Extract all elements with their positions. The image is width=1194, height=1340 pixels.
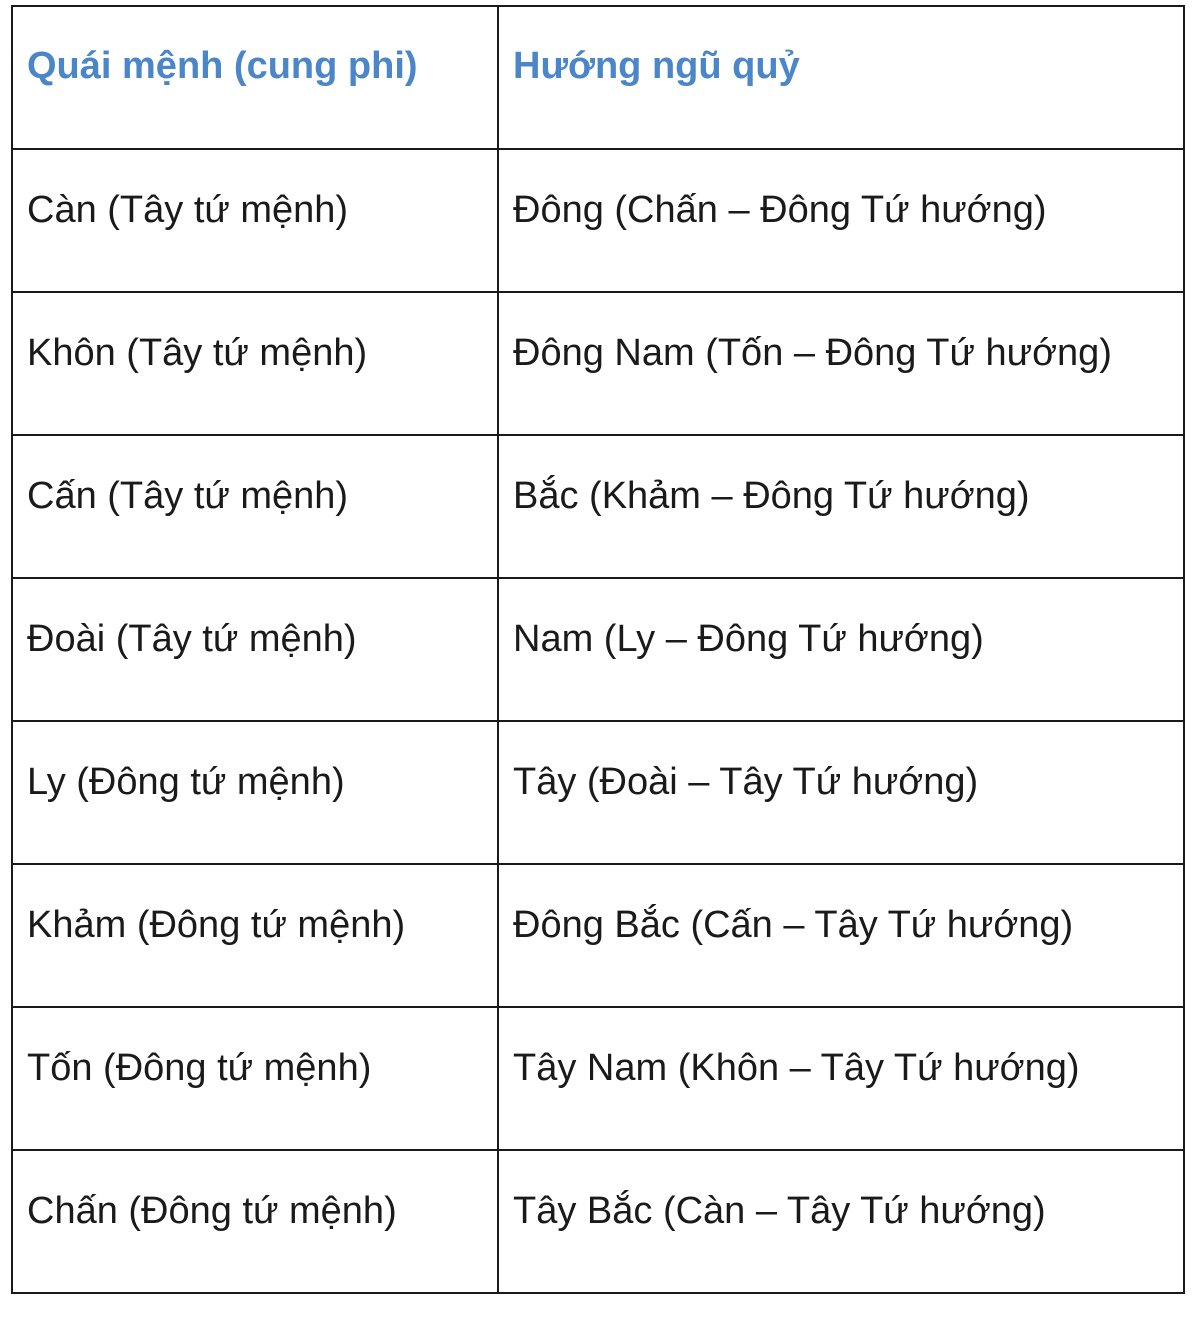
table-header-row: [12, 6, 1184, 149]
cell-text: Nam (Ly – Đông Tứ hướng): [513, 617, 984, 660]
table-cell: [12, 578, 498, 721]
table-cell: [498, 864, 1184, 1007]
cell-text: Đông (Chấn – Đông Tứ hướng): [513, 188, 1047, 231]
table-row: [12, 1150, 1184, 1293]
header-cell-huong-ngu-quy: Hướng ngũ quỷ: [498, 6, 1184, 149]
table-row: [12, 149, 1184, 292]
cell-text: Đông Nam (Tốn – Đông Tứ hướng): [513, 331, 1112, 374]
cell-text: Ly (Đông tứ mệnh): [27, 760, 345, 803]
table-cell: [12, 1007, 498, 1150]
table-cell: [12, 1150, 498, 1293]
table-cell: [12, 721, 498, 864]
table-row: [12, 578, 1184, 721]
cell-text: Khôn (Tây tứ mệnh): [27, 331, 368, 374]
table-row: [12, 864, 1184, 1007]
table-cell: [498, 1007, 1184, 1150]
table-cell: [12, 292, 498, 435]
table-cell: [12, 864, 498, 1007]
feng-shui-table: [11, 5, 1185, 1294]
cell-text: Tốn (Đông tứ mệnh): [27, 1046, 372, 1089]
table-row: [12, 721, 1184, 864]
table-cell: [12, 435, 498, 578]
table-cell: [498, 292, 1184, 435]
table-row: [12, 435, 1184, 578]
cell-text: Tây Nam (Khôn – Tây Tứ hướng): [513, 1046, 1080, 1089]
table-cell: [12, 149, 498, 292]
table-row: [12, 292, 1184, 435]
cell-text: Càn (Tây tứ mệnh): [27, 188, 349, 231]
cell-text: Chấn (Đông tứ mệnh): [27, 1189, 397, 1232]
table-cell: [498, 435, 1184, 578]
cell-text: Đông Bắc (Cấn – Tây Tứ hướng): [513, 903, 1074, 946]
table-cell: [498, 1150, 1184, 1293]
cell-text: Tây Bắc (Càn – Tây Tứ hướng): [513, 1189, 1046, 1232]
table-cell: [498, 578, 1184, 721]
cell-text: Tây (Đoài – Tây Tứ hướng): [513, 760, 979, 803]
table-cell: [498, 149, 1184, 292]
header-cell-quai-menh: Quái mệnh (cung phi): [12, 6, 498, 149]
cell-text: Bắc (Khảm – Đông Tứ hướng): [513, 474, 1030, 517]
cell-text: Khảm (Đông tứ mệnh): [27, 903, 406, 946]
cell-text: Đoài (Tây tứ mệnh): [27, 617, 357, 660]
table-row: [12, 1007, 1184, 1150]
table-cell: [498, 721, 1184, 864]
cell-text: Cấn (Tây tứ mệnh): [27, 474, 349, 517]
